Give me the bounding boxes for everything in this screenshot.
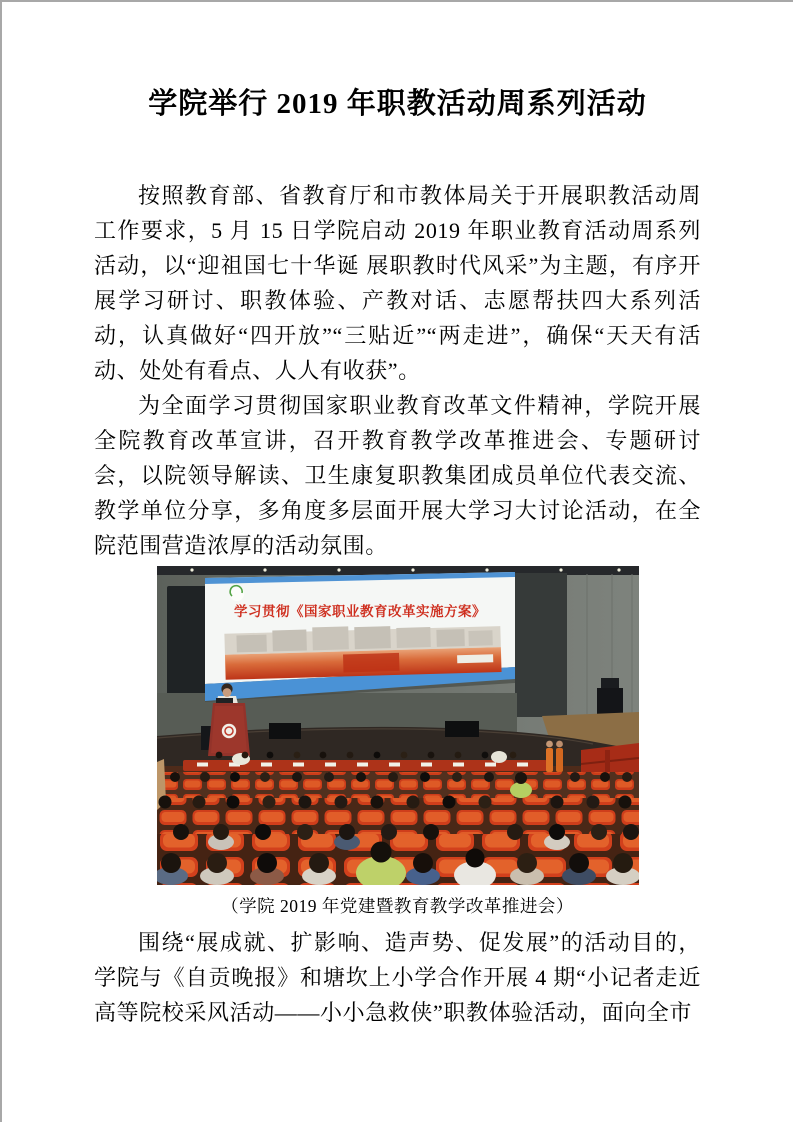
screen-title: 学习贯彻《国家职业教育改革实施方案》 <box>233 603 486 619</box>
auditorium-photo <box>157 566 639 885</box>
projection-screen <box>205 572 515 701</box>
event-photo <box>157 566 639 885</box>
paragraph-1: 按照教育部、省教育厅和市教体局关于开展职教活动周工作要求，5 月 15 日学院启动 2019 年职业教育活动周系列活动，以“迎祖国七十华诞 展职教时代风采”为主题，有序开展学习研讨、职教体验、产教对话、志愿帮扶四大系列活动，认真做好“四开放”“三贴近”“两走进”，确保“天天有活动、处处有看点、人人有收获”。 <box>94 182 701 383</box>
photo-caption: （学院 2019 年党建暨教育教学改革推进会） <box>221 895 574 916</box>
paragraph-3: 围绕“展成就、扩影响、造声势、促发展”的活动目的，学院与《自贡晚报》和塘坎上小学合作开展 4 期“小记者走近高等院校采风活动——小小急救侠”职教体验活动，面向全市 <box>94 929 701 1025</box>
speaker-box <box>601 678 619 688</box>
paragraph-2: 为全面学习贯彻国家职业教育改革文件精神，学院开展全院教育改革宣讲，召开教育教学改革推进会、专题研讨会，以院领导解读、卫生康复职教集团成员单位代表交流、教学单位分享，多角度多层面开展大学习大讨论活动，在全院范围营造浓厚的活动氛围。 <box>94 392 701 558</box>
document-title: 学院举行 2019 年职教活动周系列活动 <box>148 88 647 120</box>
